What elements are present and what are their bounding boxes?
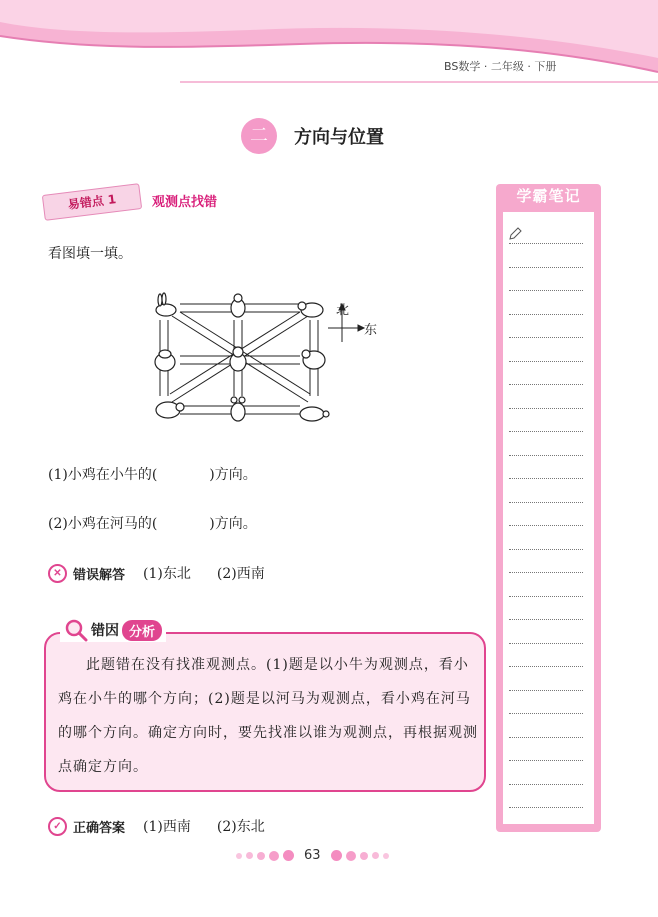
book-label: BS数学 · 二年级 · 下册 [444, 60, 557, 73]
note-line [509, 314, 583, 315]
correct-answer-label: 正确答案 [73, 820, 126, 836]
analysis-badge: 分析 [122, 620, 162, 641]
animal-grid-figure [150, 290, 382, 430]
question-2-suffix: )方向。 [209, 516, 257, 532]
note-line [509, 596, 583, 597]
question-2-prefix: (2)小鸡在河马的( [48, 516, 158, 532]
pencil-icon [508, 227, 522, 241]
chick-figure [230, 347, 246, 371]
note-line [509, 267, 583, 268]
page-number: 63 [304, 848, 321, 863]
footer-dot [236, 853, 242, 859]
note-line [509, 525, 583, 526]
header-band [0, 0, 658, 92]
note-line [509, 549, 583, 550]
chapter-number-badge: 二 [241, 118, 277, 154]
correct-answer-2: (2)东北 [216, 819, 265, 835]
chapter-title: 方向与位置 [294, 127, 384, 148]
note-line [509, 431, 583, 432]
wrong-answer-1: (1)东北 [143, 566, 191, 582]
elephant-figure [302, 350, 325, 369]
cow-figure [298, 302, 323, 317]
note-line [509, 760, 583, 761]
question-1-prefix: (1)小鸡在小牛的( [48, 467, 158, 483]
correct-answer-row [48, 816, 265, 836]
note-line [509, 384, 583, 385]
note-line [509, 737, 583, 738]
note-line [509, 290, 583, 291]
note-line [509, 690, 583, 691]
compass-north-label: 北 [336, 303, 350, 318]
wrong-mark-icon: ✕ [48, 564, 67, 583]
mouse-figure [231, 397, 245, 421]
notes-title: 学霸笔记 [516, 187, 581, 205]
footer-dot [246, 852, 253, 859]
error-analysis-header [60, 618, 166, 642]
wrong-answer-label: 错误解答 [73, 567, 126, 583]
turtle-figure [300, 407, 329, 421]
notes-writing-area[interactable] [503, 212, 594, 824]
note-line [509, 502, 583, 503]
note-line [509, 243, 583, 244]
footer-dot [383, 853, 389, 859]
rabbit-figure [156, 293, 176, 316]
error-analysis-text: 此题错在没有找准观测点。(1)题是以小牛为观测点，看小鸡在小牛的哪个方向；(2)题是以河马为观测点，看小鸡在河马的哪个方向。确定方向时，要先找准以谁为观测点，再根据观测点确定方向。 [58, 657, 478, 775]
question-1-suffix: )方向。 [209, 467, 257, 483]
note-line [509, 643, 583, 644]
error-analysis-label: 错因 [91, 623, 119, 639]
note-line [509, 455, 583, 456]
hippo-figure [155, 350, 175, 371]
note-line [509, 361, 583, 362]
note-line [509, 619, 583, 620]
footer-dot [372, 852, 379, 859]
footer-dot [331, 850, 342, 861]
footer-dot [283, 850, 294, 861]
note-line [509, 337, 583, 338]
wrong-answer-2: (2)西南 [216, 566, 265, 582]
note-line [509, 572, 583, 573]
footer-dot [257, 852, 265, 860]
note-line [509, 666, 583, 667]
error-point-tag: 易错点 1 [42, 183, 142, 221]
note-line [509, 807, 583, 808]
wrong-answer-row [48, 563, 265, 583]
note-line [509, 784, 583, 785]
note-line [509, 478, 583, 479]
magnifier-icon [64, 618, 88, 642]
note-line [509, 713, 583, 714]
error-point-title: 观测点找错 [152, 195, 218, 210]
bird-figure [231, 294, 245, 317]
check-mark-icon: ✓ [48, 817, 67, 836]
question-2 [48, 513, 257, 533]
correct-answer-1: (1)西南 [143, 819, 191, 835]
compass-east-label: 东 [364, 323, 378, 338]
page-footer [236, 848, 389, 863]
problem-instruction: 看图填一填。 [48, 246, 132, 262]
footer-dot [346, 851, 356, 861]
question-1 [48, 464, 257, 484]
footer-dot [269, 851, 279, 861]
note-line [509, 408, 583, 409]
pig-figure [156, 402, 184, 418]
footer-dot [360, 852, 368, 860]
